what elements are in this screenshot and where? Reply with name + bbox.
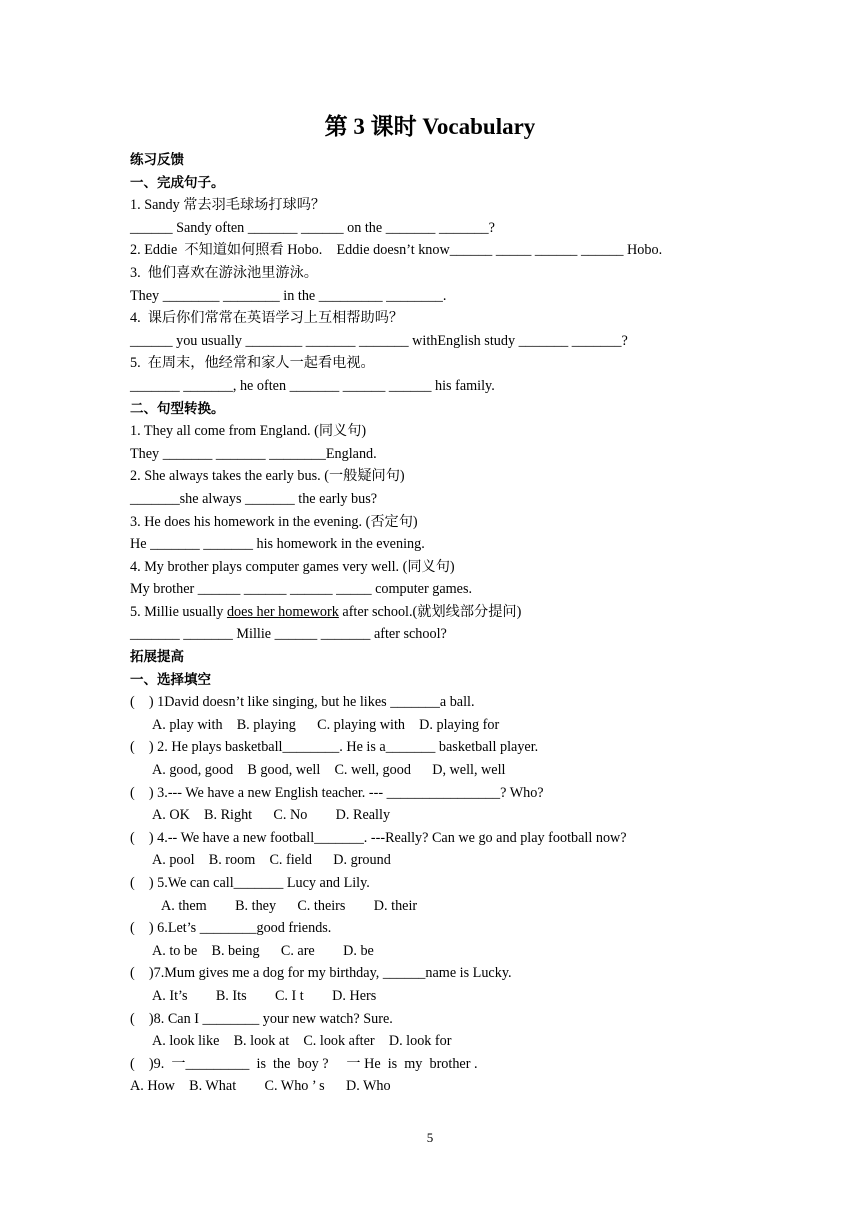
section-heading: 一、选择填空 bbox=[130, 671, 211, 688]
text-line: _______ _______ Millie ______ _______ after school? bbox=[130, 626, 447, 643]
text-line: 1. They all come from England. (同义句) bbox=[130, 423, 367, 440]
text-line: ( ) 3.--- We have a new English teacher. --- ________________? Who? bbox=[130, 784, 544, 801]
text-line: ______ you usually ________ _______ _______ withEnglish study _______ _______? bbox=[130, 332, 628, 349]
text-line: 2. She always takes the early bus. (一般疑问句) bbox=[130, 468, 405, 485]
text-line: A. It’s B. Its C. I t D. Hers bbox=[152, 987, 377, 1004]
text-line: A. to be B. being C. are D. be bbox=[152, 942, 374, 959]
text-line: 4. 课后你们常常在英语学习上互相帮助吗？ bbox=[130, 310, 404, 327]
text-line: 5. Millie usually does her homework after school.(就划线部分提问) bbox=[130, 603, 522, 620]
text-line: ( ) 5.We can call_______ Lucy and Lily. bbox=[130, 875, 370, 891]
text-line: They ________ ________ in the _________ ________. bbox=[130, 287, 447, 304]
text-line: A. play with B. playing C. playing with D. playing for bbox=[152, 716, 500, 733]
exercise-content bbox=[130, 149, 770, 1098]
section-heading: 练习反馈 bbox=[130, 152, 184, 168]
page-title: 第 3 课时 Vocabulary bbox=[324, 114, 536, 139]
text-line: A. good, good B good, well C. well, good D, well, well bbox=[152, 762, 506, 779]
text-line: 5. 在周末，他经常和家人一起看电视。 bbox=[130, 355, 375, 372]
text-line: ( ) 1David doesn’t like singing, but he likes _______a ball. bbox=[130, 694, 475, 711]
text-line: _______she always _______ the early bus? bbox=[130, 490, 378, 507]
text-line: ( )8. Can I ________ your new watch? Sure. bbox=[130, 1010, 393, 1027]
text-line: ( ) 2. He plays basketball________. He is a_______ basketball player. bbox=[130, 739, 539, 756]
page-number: 5 bbox=[426, 1130, 434, 1145]
text-line: 1. Sandy 常去羽毛球场打球吗？ bbox=[130, 197, 326, 214]
text-line: ( ) 4.-- We have a new football_______. ---Really? Can we go and play football now? bbox=[130, 829, 627, 846]
text-line: My brother ______ ______ ______ _____ computer games. bbox=[130, 581, 473, 598]
text-line: A. them B. they C. theirs D. their bbox=[161, 897, 418, 914]
text-line: 2. Eddie 不知道如何照看 Hobo. Eddie doesn’t know______ _____ ______ ______ Hobo. bbox=[130, 242, 663, 259]
section-heading: 二、句型转换。 bbox=[130, 400, 225, 417]
text-line: ( )7.Mum gives me a dog for my birthday, ______name is Lucky. bbox=[130, 965, 512, 982]
text-line: They _______ _______ ________England. bbox=[130, 445, 377, 462]
text-line: 3. He does his homework in the evening. (否定句) bbox=[130, 513, 418, 530]
text-line: He _______ _______ his homework in the evening. bbox=[130, 536, 425, 553]
text-line: A. look like B. look at C. look after D. look for bbox=[152, 1033, 452, 1050]
text-line: ( )9. 一_________ is the boy ? 一 He is my brother . bbox=[130, 1055, 478, 1072]
text-line: ( ) 6.Let’s ________good friends. bbox=[130, 920, 332, 937]
text-line: 3. 他们喜欢在游泳池里游泳。 bbox=[130, 264, 318, 281]
text-line: _______ _______, he often _______ ______ ______ his family. bbox=[130, 377, 495, 394]
text-line: A. pool B. room C. field D. ground bbox=[152, 852, 391, 869]
text-line: A. How B. What C. Who ’ s D. Who bbox=[130, 1078, 391, 1095]
text-line: A. OK B. Right C. No D. Really bbox=[152, 807, 391, 824]
text-line: ______ Sandy often _______ ______ on the _______ _______? bbox=[130, 219, 495, 236]
text-line: 4. My brother plays computer games very well. (同义句) bbox=[130, 558, 455, 575]
underlined-phrase: does her homework bbox=[226, 603, 339, 620]
section-heading: 一、完成句子。 bbox=[130, 174, 225, 191]
section-heading: 拓展提高 bbox=[130, 649, 184, 666]
